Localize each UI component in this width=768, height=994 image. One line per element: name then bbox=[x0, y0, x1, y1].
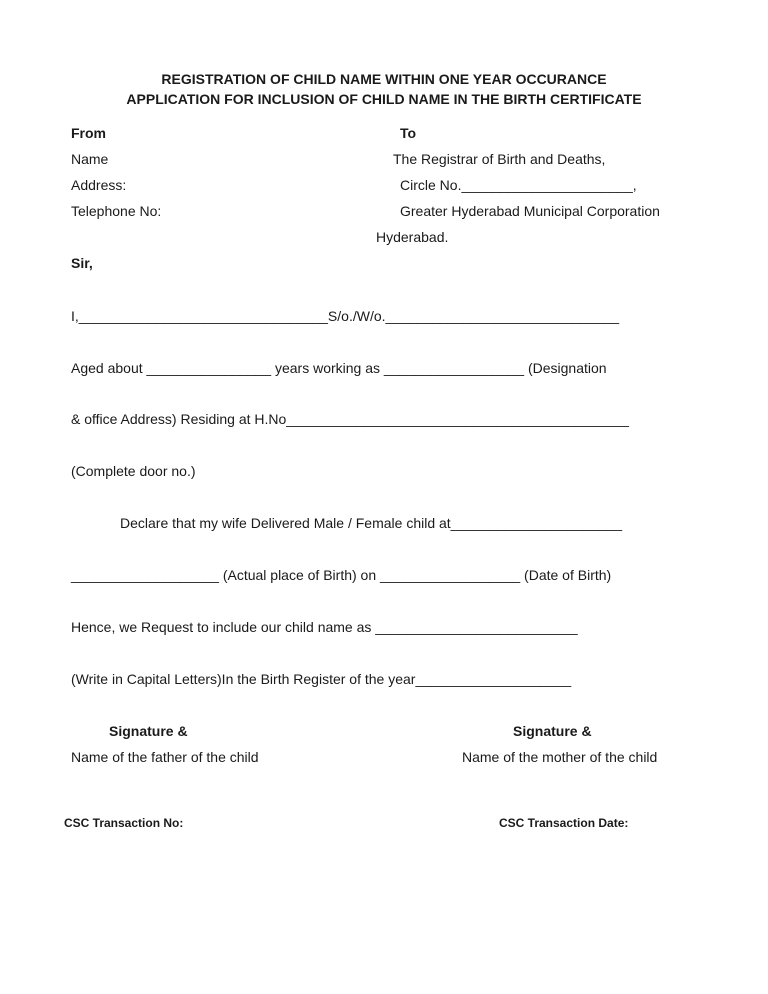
to-corporation-line: Greater Hyderabad Municipal Corporation bbox=[400, 203, 660, 219]
to-city-line: Hyderabad. bbox=[376, 229, 449, 245]
age-designation-line: Aged about ________________ years working as __________________ (Designation bbox=[71, 360, 607, 376]
to-label: To bbox=[400, 125, 417, 141]
applicant-name-line: I,________________________________S/o./W/o.______________________________ bbox=[71, 308, 620, 324]
father-name-label: Name of the father of the child bbox=[71, 749, 259, 765]
csc-transaction-date-label: CSC Transaction Date: bbox=[499, 816, 629, 830]
form-title-line-2: APPLICATION FOR INCLUSION OF CHILD NAME IN THE BIRTH CERTIFICATE bbox=[126, 91, 642, 107]
register-year-line: (Write in Capital Letters)In the Birth Register of the year____________________ bbox=[71, 671, 572, 687]
declaration-line: Declare that my wife Delivered Male / Female child at______________________ bbox=[120, 515, 622, 531]
to-registrar-line: The Registrar of Birth and Deaths, bbox=[393, 151, 606, 167]
door-number-note: (Complete door no.) bbox=[71, 463, 196, 479]
mother-name-label: Name of the mother of the child bbox=[462, 749, 658, 765]
form-title-line-1: REGISTRATION OF CHILD NAME WITHIN ONE YEAR OCCURANCE bbox=[161, 71, 607, 87]
from-address-field-label: Address: bbox=[71, 177, 127, 193]
father-signature-heading: Signature & bbox=[109, 723, 188, 739]
salutation: Sir, bbox=[71, 255, 93, 271]
child-name-request-line: Hence, we Request to include our child name as __________________________ bbox=[71, 619, 578, 635]
place-date-of-birth-line: ___________________ (Actual place of Birth) on __________________ (Date of Birth) bbox=[71, 567, 612, 583]
csc-transaction-number-label: CSC Transaction No: bbox=[64, 816, 184, 830]
from-name-field-label: Name bbox=[71, 151, 109, 167]
to-circle-number-line: Circle No.______________________, bbox=[400, 177, 637, 193]
residence-line: & office Address) Residing at H.No____________________________________________ bbox=[71, 411, 629, 427]
from-label: From bbox=[71, 125, 106, 141]
mother-signature-heading: Signature & bbox=[513, 723, 592, 739]
from-telephone-field-label: Telephone No: bbox=[71, 203, 162, 219]
